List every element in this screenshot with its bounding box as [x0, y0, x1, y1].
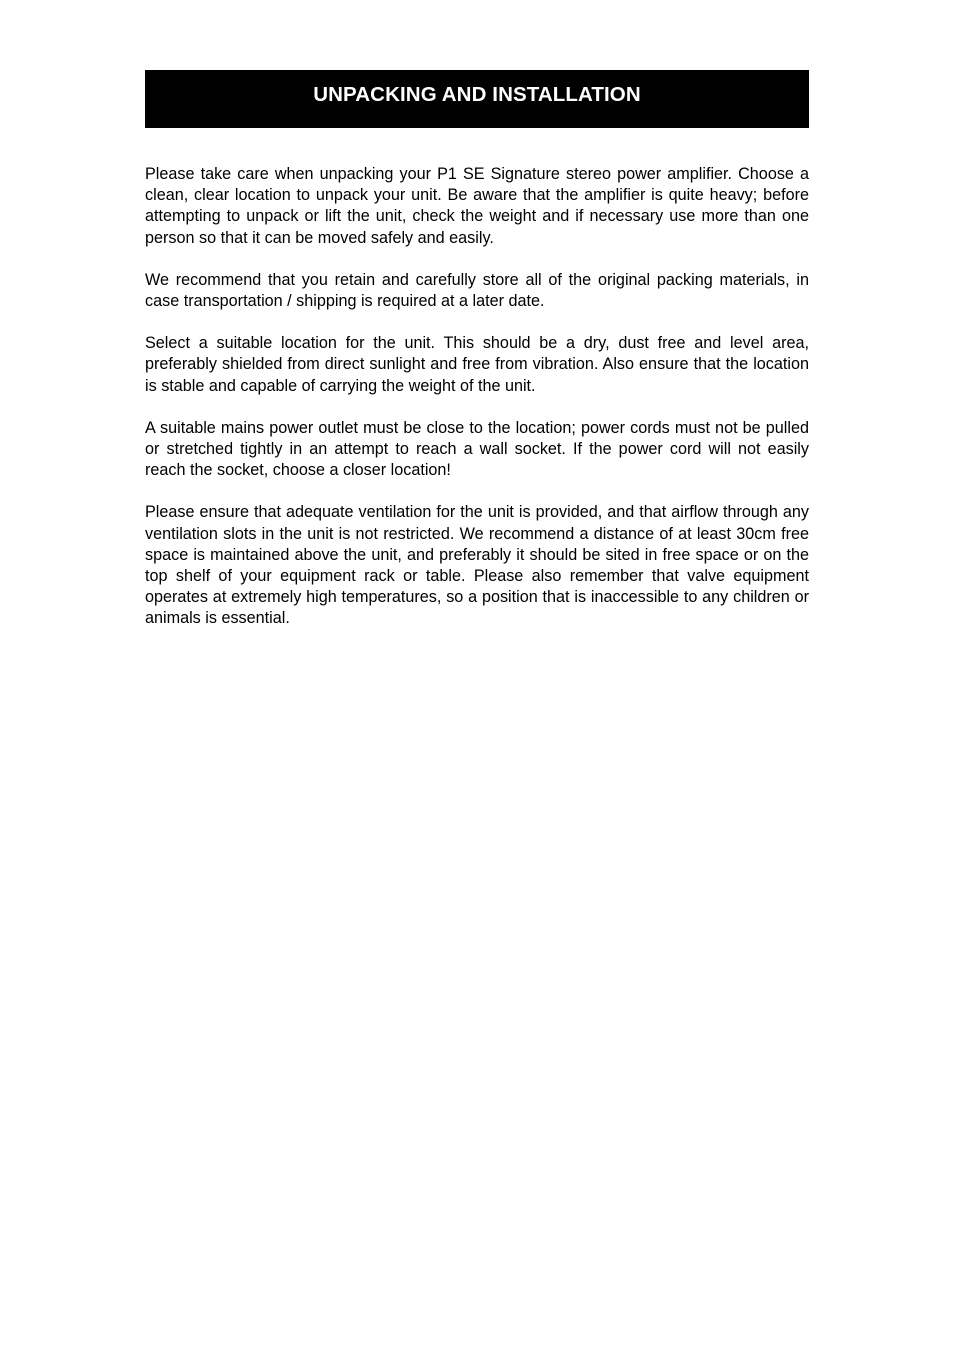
section-title: UNPACKING AND INSTALLATION — [313, 83, 641, 106]
document-page — [145, 70, 809, 651]
paragraph-location: Select a suitable location for the unit. This should be a dry, dust free and level area, preferably shielded from direct sunlight and free from vibration. Also ensure that the location is stable and capable of carrying the weight of the unit. — [145, 334, 809, 395]
paragraph-mains-power: A suitable mains power outlet must be close to the location; power cords must not be pulled or stretched tightly in an attempt to reach a wall socket. If the power cord will not easily reach the socket, choose a closer location! — [145, 418, 809, 480]
paragraph-unpacking-care: Please take care when unpacking your P1 SE Signature stereo power amplifier. Choose a clean, clear location to unpack your unit. Be aware that the amplifier is quite heavy; before attempting to unpack or lift the unit, check the weight and if necessary use more than one person so that it can be moved safely and easily. — [145, 165, 809, 247]
paragraph-packing-materials: We recommend that you retain and carefully store all of the original packing materials, in case transportation / shipping is required at a later date. — [145, 270, 809, 311]
section-header-bar — [145, 70, 809, 128]
document-body — [145, 164, 809, 630]
paragraph-ventilation: Please ensure that adequate ventilation for the unit is provided, and that airflow through any ventilation slots in the unit is not restricted. We recommend a distance of at least 30cm free space is maintained above the unit, and preferably it should be sited in free space or on the top shelf of your equipment rack or table. Please also remember that valve equipment operates at extremely high temperatures, so a position that is inaccessible to any children or animals is essential. — [145, 503, 809, 628]
